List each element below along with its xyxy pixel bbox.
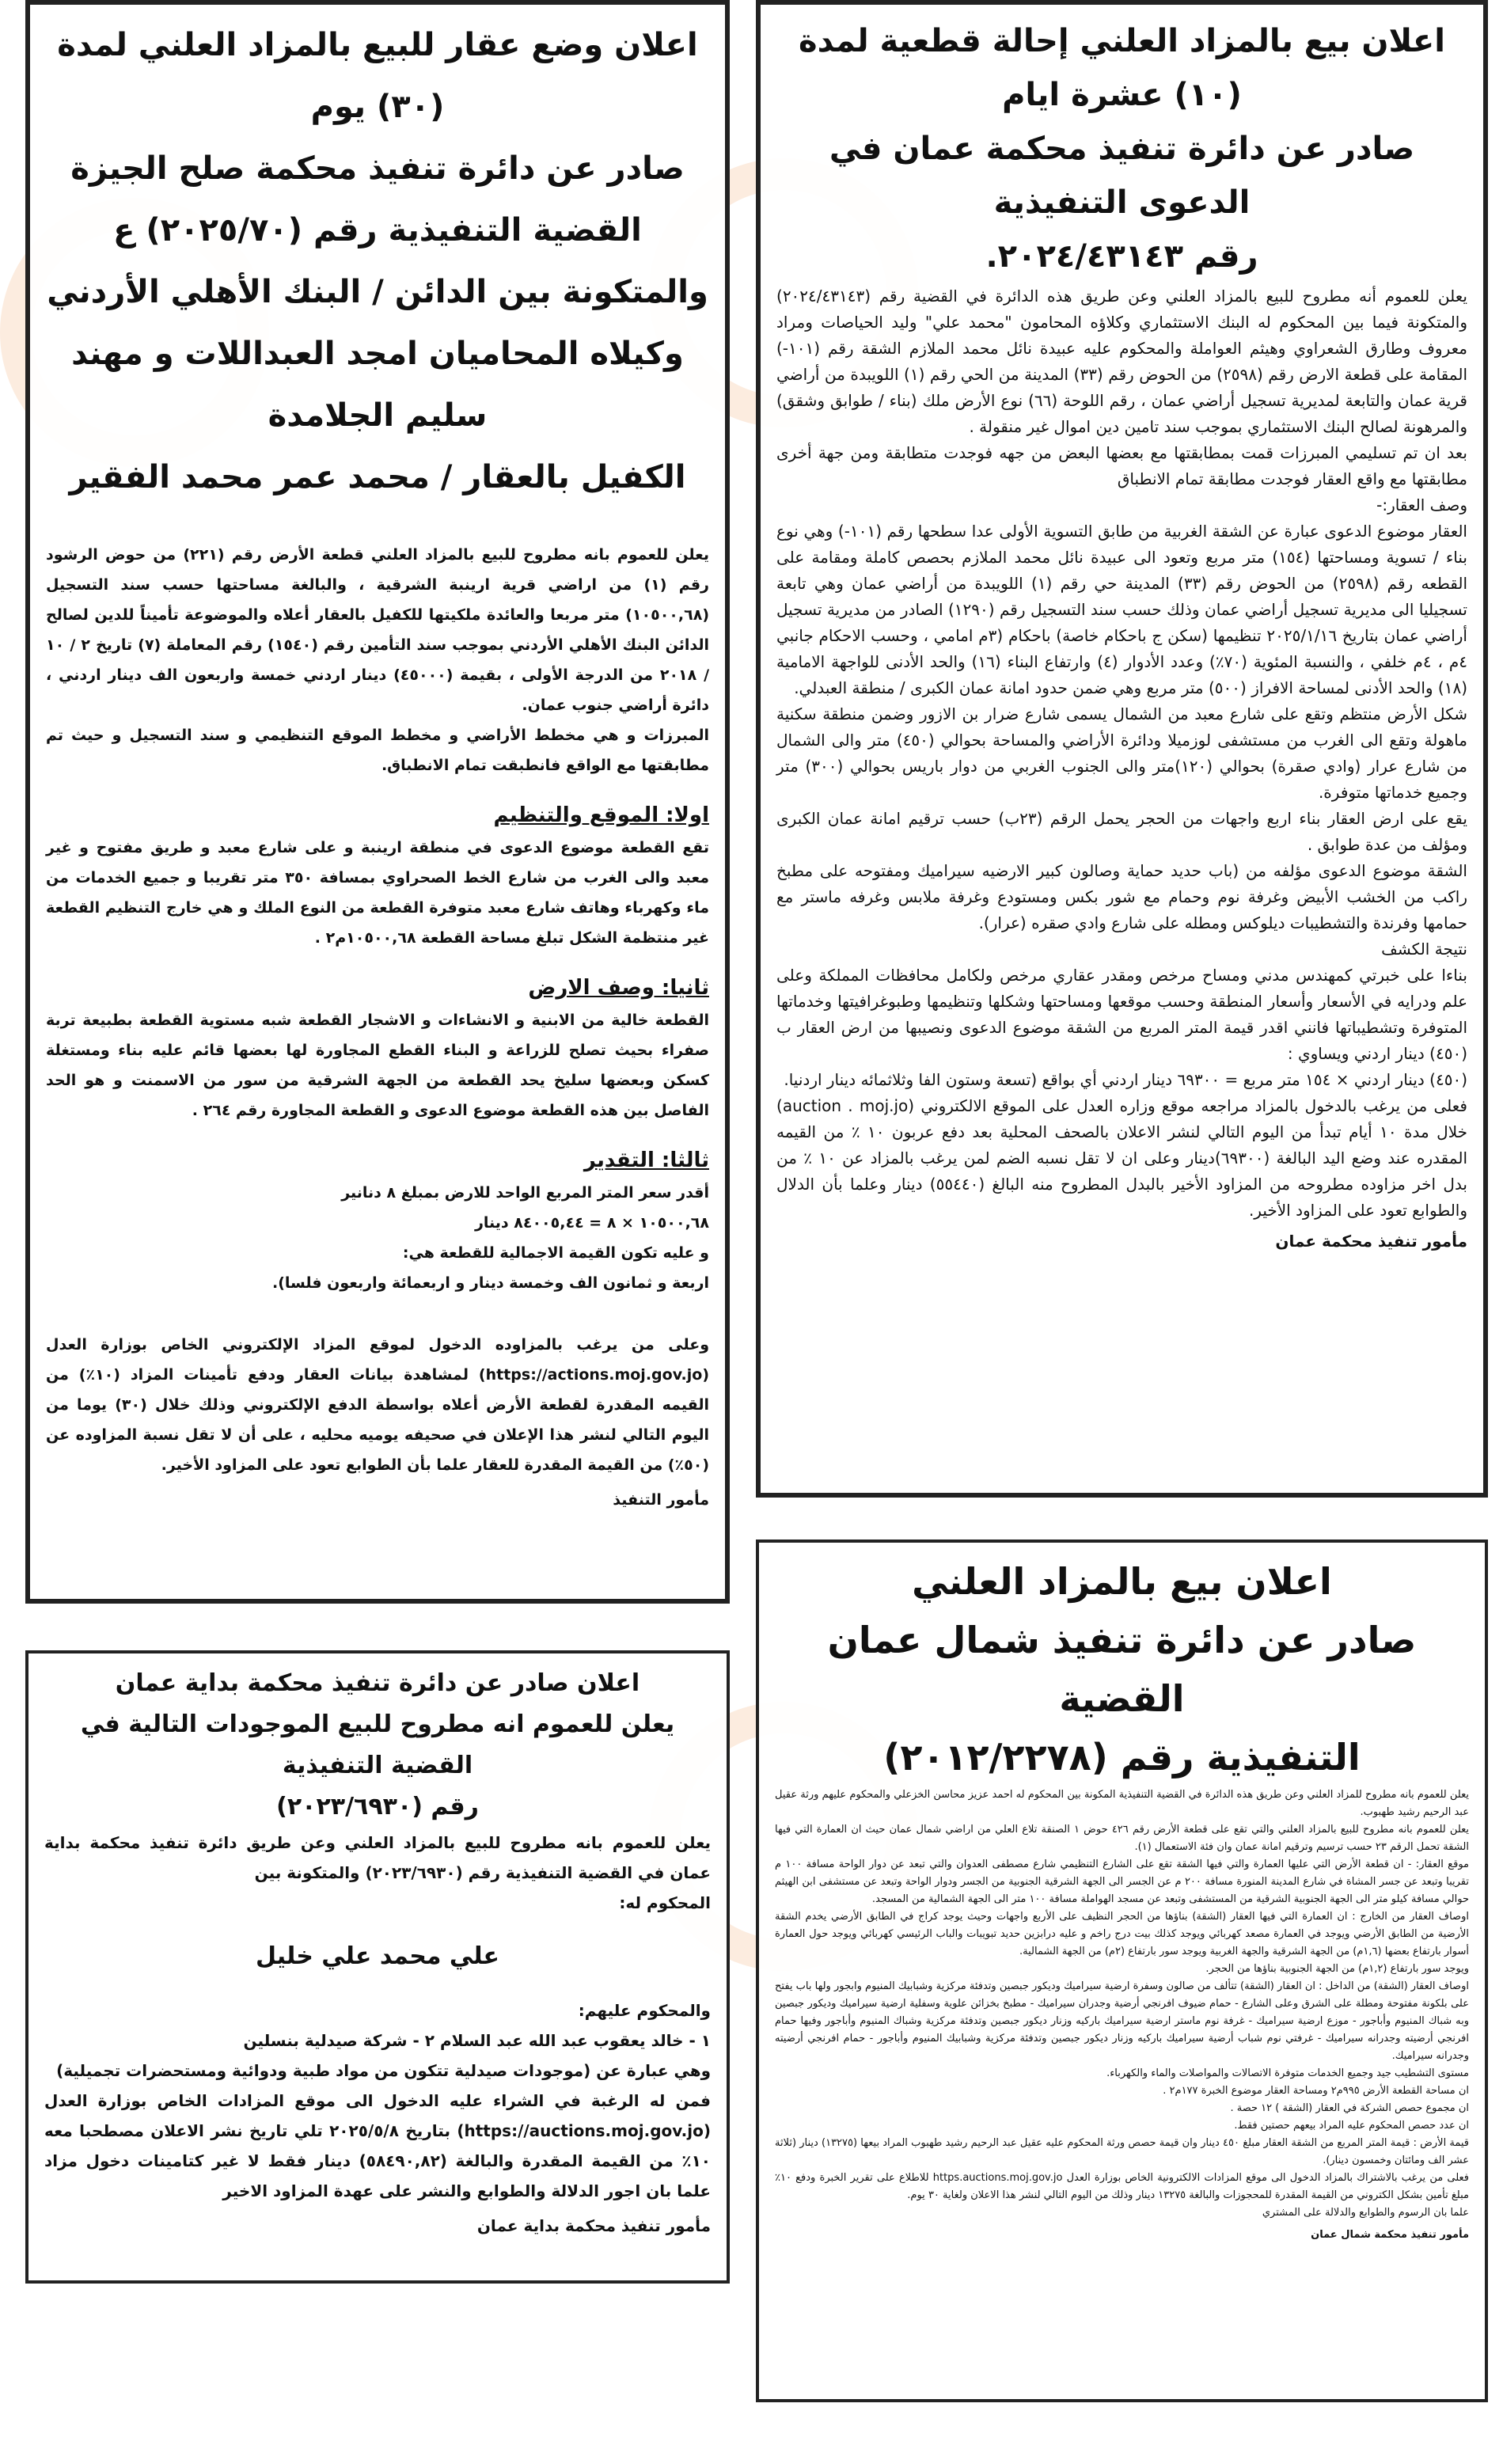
notice-paragraph: وعلى من يرغب بالمزاوده الدخول لموقع المزاد الإلكتروني الخاص بوزارة العدل (https://actions.moj.gov.jo) لمشاهدة بيانات العقار ودفع تأمينات المزاد (١٠٪) من القيمه المقدرة لقطعة الأرض أعلاه بواسطة الدفع الإلكتروني وذلك خلال (٣٠) يوما من اليوم التالي لنشر هذا الإعلان في صحيفه يوميه محليه ، على أن لا تقل نسبة المزاوده عن (٥٠٪) من القيمة المقدرة للعقار علما بأن الطوابع تعود على المزاود الأخير. [46,1336,709,1474]
notice-paragraph: تقع القطعة موضوع الدعوى في منطقة ارينبة و على شارع معبد و طريق مفتوح و غير معبد والى الغرب من شارع الخط الصحراوي بمسافة ٣٥٠ متر تقريبا و جميع الخدمات من ماء وكهرباء وهاتف شارع معبد متوفرة القطعة من النوع الملك و هي خارج التنظيم القطعة غير منتظمة الشكل تبلغ مساحة القطعة ١٠٥٠٠,٦٨م٢ . [46,839,709,947]
notice-title-line: يعلن للعموم انه مطروح للبيع الموجودات التالية في القضية التنفيذية [80,1710,675,1779]
section-heading: ثالثا: التقدير [583,1148,709,1172]
notice-title-line: القضية التنفيذية رقم (٢٠٢٥/٧٠) ع [113,212,642,249]
notice-title-line: اعلان صادر عن دائرة تنفيذ محكمة بداية عمان [115,1669,640,1697]
notice-signature: مأمور تنفيذ محكمة شمال عمان [1311,2229,1469,2241]
valuation-line: ١٠٥٠٠,٦٨ × ٨ = ٨٤٠٠٥,٤٤ دينار [474,1214,709,1232]
notice-paragraph: موقع العقار: - ان قطعة الأرض التي عليها العمارة والتي فيها الشقة تقع على الشارع التنظيمي شارع مصطفى العدوان والتي تبعد عن دوار الواحة مسافة ١٠٠ م تقريبا وتبعد عن جسر المشاة في شارع المدينة المنورة مسافة ٢٠٠ م عن الجسر الى الجهة الشرقية الجنوبية من الجسر ودوار الواحة وتبعد عن مستشفى ابن الهيثم حوالي مسافة كيلو متر الى الجهة الجنوبية الشرقية من المستشفى وتبعد عن مسجد الهواملة مسافة ١٠٠ متر الى الجهة الشمالية من المسجد. [775,1858,1470,1905]
notice-paragraph: اوصاف العقار من الخارج : ان العمارة التي فيها العقار (الشقة) بناؤها من الحجر النظيف على الأربع واجهات وحيث يوجد كراج في الطابق الأرضي يخدم الشقة الأرضية من الطابق الأرضي ويوجد في العمارة مصعد كهربائي ويوجد كذلك بيت درج راخم و عليه درابزين حديد تبويبات والباب الرئيسي كهربائي ويوجد حول العمارة أسوار بارتفاع بعضها (١,٦م) من الجهة الشرقية والجهة الغربية ويوجد سور بارتفاع (٢م) من الجهة الشمالية. [775,1911,1469,1957]
notice-paragraph: المبرزات و هي مخطط الأراضي و مخطط الموقع التنظيمي و سند التسجيل و حيث تم مطابقتها مع الواقع فانطبقت تمام الانطباق. [46,727,709,774]
notice-paragraph: نتيجة الكشف [1381,940,1467,959]
notice-signature: مأمور التنفيذ [613,1491,709,1509]
auction-notice-north-amman-2278 [756,1540,1488,2402]
notice-paragraph: شكل الأرض منتظم وتقع على شارع معبد من الشمال يسمى شارع ضرار بن الازور وضمن منطقة سكنية ماهولة وتقع الى الغرب من مستشفى لوزميلا ودائرة الأراضي والمساحة بحوالي (٤٥٠) متر والى الشمال من شارع عرار (وادي صقرة) بحوالي (١٢٠)متر والى الجنوب الغربي من دوار باريس بحوالي (٣٠٠) متر وجميع خدماتها متوفرة. [776,704,1467,802]
notice-paragraph: العقار موضوع الدعوى عبارة عن الشقة الغربية من طابق التسوية الأولى عدا سطحها رقم (١٠١-) وهي نوع بناء / تسوية ومساحتها (١٥٤) متر مربع وتعود الى عبيدة نائل محمد الملازم بحصص كاملة ومقامة على القطعه رقم (٢٥٩٨) من الحوض رقم (٣٣) المدينة حي رقم (١) اللويبدة من أراضي عمان وهي تابعة تسجيليا الى مديرية تسجيل أراضي عمان وذلك حسب سند التسجيل رقم (١٢٩٠) الصادر من مديرية تسجيل أراضي عمان بتاريخ ٢٠٢٥/١/١٦ تنظيمها (سكن ج باحكام خاصة) باحكام (٣م امامي ، وحسب الاحكام جانبي ٤م ، ٤م خلفي ، والنسبة المئوية (٧٠٪) وعدد الأدوار (٤) وارتفاع البناء (١٦) والحد الأدنى للواجهة الامامية (١٨) والحد الأدنى لمساحة الافراز (٥٠٠) متر مربع وهي ضمن حدود امانة عمان الكبرى / منطقة العبدلي. [776,522,1467,697]
notice-paragraph: بناءا على خبرتي كمهندس مدني ومساح مرخص ومقدر عقاري مرخص ولكامل محافظات المملكة وعلى علم ودرايه في الأسعار وأسعار المنطقة وحسب موقعها ومساحتها وشكلها وتنظيمها وطبوغرافيتها وخدماتها المتوفرة وتشطيباتها فانني اقدر قيمة المتر المربع من الشقة موضوع الدعوى ونصيبها من ارض العقار ب (٤٥٠) دينار اردني ويساوي : [776,966,1467,1063]
notice-paragraph: فعلى من يرغب بالدخول بالمزاد مراجعه موقع وزاره العدل على الموقع الالكتروني (auction . moj.jo) خلال مدة ١٠ أيام تبدأ من اليوم التالي لنشر الاعلان بالصحف المحلية بعد دفع عربون ١٠ ٪ من القيمه المقدره عند وضع اليد البالغة (٦٩٣٠٠)دينار وعلى ان لا تقل نسبه الضم لمن يرغب بالمزاد عن ١٠ ٪ من بدل اخر مزاوده مطروحه من المزاود الأخير بالبدل المطروح منه البالغ (٥٥٤٤٠) دينار وعلما بأن الدلال والطوابع تعود على المزاود الأخير. [776,1096,1468,1220]
valuation-line: اربعة و ثمانون الف وخمسة دينار و اربعمائة واربعون فلسا). [272,1274,709,1292]
notice-paragraph: يقع على ارض العقار بناء اربع واجهات من الحجر يحمل الرقم (٢٣ب) حسب ترقيم امانة عمان الكبرى ومؤلف من عدة طوابق . [776,809,1467,854]
notice-title-line: وكيلاه المحاميان امجد العبداللات و مهند سليم الجلامدة [71,336,684,434]
notice-paragraph: علما بان الرسوم والطوابع والدلالة على المشتري [1262,2207,1469,2219]
section-heading: اولا: الموقع والتنظيم [493,803,709,827]
notice-paragraph: ان عدد حصص المحكوم عليه المراد بيعهم حصتين فقط. [1234,2120,1469,2132]
auction-notice-bidaya-6930 [25,1650,730,2284]
notice-title-line: الكفيل بالعقار / محمد عمر محمد الفقير [69,459,686,495]
notice-title-line: رقم ٢٠٢٤/٤٣١٤٣. [985,238,1258,275]
debtors: ١ - خالد يعقوب عبد الله عبد السلام ٢ - شركة صيدلية بنسلين [243,2031,711,2050]
notice-paragraph: يعلن للعموم بانه مطروح للبيع بالمزاد العلني وعن طريق دائرة تنفيذ محكمة بداية عمان في القضية التنفيذية رقم (٢٠٢٣/٦٩٣٠) والمتكونة بين [44,1833,711,1882]
notice-paragraph: (٤٥٠) دينار اردني × ١٥٤ متر مربع = ٦٩٣٠٠ دينار اردني أي بواقع (تسعة وستون الفا وثلاثمائه دينار اردنيا. [784,1070,1467,1089]
valuation-line: و عليه تكون القيمة الاجمالية للقطعة هي: [402,1244,709,1262]
notice-title-line: اعلان بيع بالمزاد العلني [912,1560,1332,1603]
notice-paragraph: اوصاف العقار (الشقة) من الداخل : ان العقار (الشقة) تتألف من صالون وسفرة ارضية سيراميك وديكور جبصين وتدفئة مركزية وشبابيك المنيوم وابجور ولها باب يفتح على بلكونة مفتوحة ومطلة على الشرق وعلى الشارع - حمام ضيوف افرنجي أرضية وجدران سيراميك - مطبخ بخزائن علوية وسفلية ارضية سيراميك وديكور جبصين وبه شباك المنيوم وأباجور - موزع ارضية سيراميك - غرفة نوم ماستر ارضية سيراميك باركيه وزنار ديكور جبصين وتدفئة مركزية وشباك المنيوم وأباجور وفيها حمام افرنجي أرضيته وجدرانه سيراميك - غرفتي نوم شباب أرضية سيراميك باركيه وزنار ديكور جبصين وتدفئة مركزية وشبابيك المنيوم وأباجور - حمام افرنجي أرضيته وجدرانه سيراميك. [775,1980,1469,2062]
notice-title-line: والمتكونة بين الدائن / البنك الأهلي الأردني [47,274,708,310]
notice-signature: مأمور تنفيذ محكمة عمان [1275,1232,1467,1251]
notice-paragraph: فعلى من يرغب بالاشتراك بالمزاد الدخول الى موقع المزادات الالكترونية الخاص بوزارة العدل https.auctions.moj.gov.jo للاطلاع على تقرير الخبرة ودفع ١٠٪ مبلغ تأمين بشكل الكتروني من القيمة المقدرة للمحجوزات والبالغة ١٣٢٧٥ دينار وذلك من اليوم التالي لنشر هذا الاعلان ولغاية ٣٠ يوم. [775,2172,1469,2201]
creditor-label: المحكوم له: [619,1893,711,1912]
notice-paragraph: فمن له الرغبة في الشراء عليه الدخول الى موقع المزادات الخاص بوزارة العدل (https://auctions.moj.gov.jo) بتاريخ ٢٠٢٥/٥/٨ تلي تاريخ نشر الاعلان مصطحبا معه ١٠٪ من القيمة المقدرة والبالغة (٥٨٤٩٠,٨٢) دينار فقط لا غير كتامينات دخول مزاد علما بان اجور الدلالة والطوابع والنشر على عهدة المزاود الاخير [44,2091,711,2200]
notice-paragraph: بعد ان تم تسليمي المبرزات قمت بمطابقتها مع بعضها البعض من جهه فوجدت متطابقة ومن جهة أخرى مطابقتها مع واقع العقار فوجدت مطابقة تمام الانطباق [776,443,1467,488]
auction-notice-amman-43143 [756,0,1488,1498]
notice-title-line: اعلان وضع عقار للبيع بالمزاد العلني لمدة (٣٠) يوم [57,27,698,125]
notice-paragraph: يعلن للعموم بانه مطروح للمزاد العلني وعن طريق هذه الدائرة في القضية التنفيذية المكونة بين المحكوم له احمد عزيز محاسن الخزعلي والمحكوم عليهم ورثة عقيل عبد الرحيم رشيد طهبوب. [775,1789,1469,1818]
notice-paragraph: الشقة موضوع الدعوى مؤلفه من (باب حديد حماية وصالون كبير الارضيه سيراميك ومفتوحه على مطبخ راكب من الخشب الأبيض وغرفة نوم وحمام مع شور بكس ومستودع وغرفة ملابس وغرفه ماستر مع حمامها وفرندة والتشطيبات ديلوكس ومطله على شارع وادي صقره (عرار). [776,861,1467,932]
notice-title-line: التنفيذية رقم (٢٠١٢/٢٢٧٨) [883,1736,1361,1779]
notice-paragraph: القطعة خالية من الابنية و الانشاءات و الاشجار القطعة شبه مستوية القطعة بطبيعة تربة صفراء بحيث تصلح للزراعة و البناء القطع المجاورة لها بعضها قائم عليه بناء ومستغلة كسكن وبعضها سليخ يحد القطعة من الجهة الشرقية من سور من الاسمنت و هو الحد الفاصل بين هذه القطعة موضوع الدعوى و القطعة المجاورة رقم ٢٦٤ . [46,1012,709,1119]
notice-paragraph: يعلن للعموم بانه مطروح للبيع بالمزاد العلني قطعة الأرض رقم (٢٢١) من حوض الرشود رقم (١) من اراضي قرية ارينبة الشرقية ، والبالغة مساحتها حسب سند التسجيل (١٠٥٠٠,٦٨) متر مربعا والعائدة ملكيتها للكفيل بالعقار أعلاه والموضوعة تأميناً للدين لصالح الدائن البنك الأهلي الأردني بموجب سند التأمين رقم (١٥٤٠) رقم المعاملة (٧) تاريخ ٢ / ١٠ / ٢٠١٨ من الدرجة الأولى ، بقيمة (٤٥٠٠٠) دينار اردني خمسة واربعون الف دينار اردني ، دائرة أراضي جنوب عمان. [46,546,710,714]
debtors-label: والمحكوم عليهم: [578,2001,711,2020]
notice-signature: مأمور تنفيذ محكمة بداية عمان [476,2216,711,2235]
creditor-name: علي محمد علي خليل [255,1942,500,1970]
section-heading: ثانيا: وصف الارض [528,976,709,1000]
notice-paragraph: قيمة الأرض : قيمة المتر المربع من الشقة العقار مبلغ ٤٥٠ دينار وان قيمة حصص ورثة المحكوم عليه عقيل عبد الرحيم رشيد طهبوب المراد بيعها (١٣٢٧٥) دينار (ثلاثة عشر الف ومائتان وخمسون دينار). [775,2137,1470,2166]
notice-paragraph: ان مساحة القطعة الأرض ٩٩٥م٢ ومساحة العقار موضوع الخبرة ١٧٧م٢ . [1163,2085,1469,2097]
notice-paragraph: يعلن للعموم أنه مطروح للبيع بالمزاد العلني وعن طريق هذه الدائرة في القضية رقم (٢٠٢٤/٤٣١٤٣) والمتكونة فيما بين المحكوم له البنك الاستثماري وكلاؤه المحامون "محمد علي" وليد الحياصات ومراد معروف وطارق الشعراوي وهيثم العواملة والمحكوم عليه عبيدة نائل محمد الملازم الشقة رقم (١٠١-) المقامة على قطعة الارض رقم (٢٥٩٨) من الحوض رقم (٣٣) المدينة من الحي رقم (١) اللويبدة من أراضي قرية عمان والتابعة لمديرية تسجيل أراضي عمان ، رقم اللوحة (٦٦) نوع الأرض ملك (بناء / طوابق وشقق) والمرهونة لصالح البنك الاستثماري بموجب سند تامين دين اموال غير منقولة . [776,287,1468,436]
notice-title-line: اعلان بيع بالمزاد العلني إحالة قطعية لمدة (١٠) عشرة ايام [799,23,1445,113]
notice-paragraph: ان مجموع حصص الشركة في العقار (الشقة ) ١٢ حصة . [1230,2102,1469,2114]
notice-title-line: صادر عن دائرة تنفيذ شمال عمان القضية [827,1619,1417,1720]
items-description: وهي عبارة عن (موجودات صيدلية تتكون من مواد طبية ودوائية ومستحضرات تجميلية) [56,2061,711,2080]
notice-title-line: صادر عن دائرة تنفيذ محكمة صلح الجيزة [70,150,685,187]
notice-title-line: صادر عن دائرة تنفيذ محكمة عمان في الدعوى التنفيذية [829,131,1415,221]
notice-paragraph: يعلن للعموم بانه مطروح للبيع بالمزاد العلني والتي تقع على قطعة الأرض رقم ٤٢٦ حوض ١ الصنقة تلاع العلي من اراضي شمال عمان حيث ان العمارة التي فيها الشقة تحمل الرقم ٢٣ حسب ترسيم وترقيم امانة عمان وان فئة الاستعمال (١). [775,1824,1470,1853]
notice-title-line: رقم (٢٠٢٣/٦٩٣٠) [276,1793,479,1820]
notice-paragraph: مستوى التشطيب جيد وجميع الخدمات متوفرة الاتصالات والمواصلات والماء والكهرباء. [1106,2067,1469,2079]
auction-notice-jiza-70 [25,0,730,1604]
notice-paragraph: ويوجد سور بارتفاع (١,٢م) من الجهة الجنوبية بناؤها من الحجر. [1205,1963,1469,1975]
notice-paragraph: وصف العقار:- [1376,495,1467,514]
valuation-line: أقدر سعر المتر المربع الواحد للارض بمبلغ ٨ دنانير [341,1184,709,1202]
